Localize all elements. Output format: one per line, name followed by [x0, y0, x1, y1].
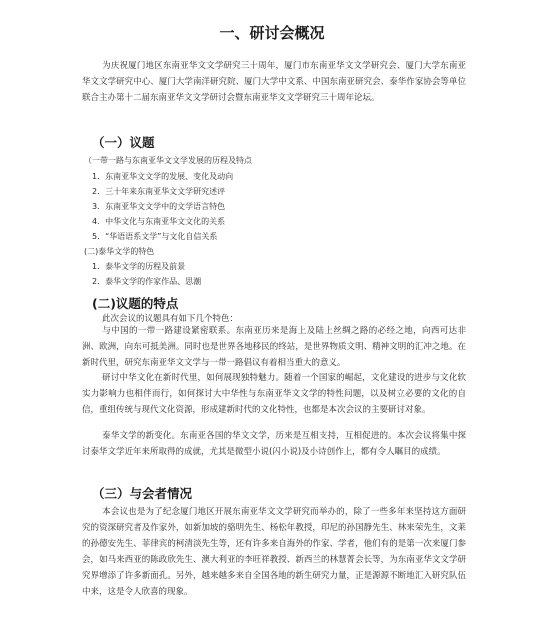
attendees-paragraph — [82, 504, 466, 600]
features-p1-text: 与中国的一带一路建设紧密联系。东南亚历来是海上及陆上丝绸之路的必经之地，向西可达非洲、欧洲，向东可抵美洲。同时也是世界各地移民的终站，是世界物质文明、精神文明的汇冲之地。在新时代里，研究东南亚华文文学与一带一路倡议有着相当重大的意义。 — [82, 326, 466, 368]
section-heading-attendees: （三）与会者情况 — [92, 486, 193, 501]
page-title: 一、研讨会概况 — [219, 24, 325, 42]
topic-group-title: （一带一路与东南亚华文文学发展的历程及特点 — [84, 156, 252, 165]
features-p3-text: 泰华文学的新变化。东南亚各国的华文文学，历来是互相支持，互相促进的。本次会议将集中探讨泰华文学近年来所取得的成就，尤其是微型小说(闪小说)及小诗创作上，都有令人瞩目的成绩。 — [82, 431, 466, 457]
topic-item: 1．泰华文学的历程及前景 — [92, 262, 186, 271]
intro-paragraph — [82, 58, 466, 106]
attendees-text: 本会议也是为了纪念厦门地区开展东南亚华文文学研究而举办的，除了一些多年来坚持这方面研究的资深研究者及作家外，如新加坡的骆明先生、杨松年教授，印尼的孙国静先生、林来荣先生，文莱的孙德安先生、菲律宾的柯清淡先生等，还有许多来自海外的作家、学者，他们有的是第一次来厦门参会，如马来西亚的陈政欣先生、澳大利亚的李旺祥教授、新西兰的林慧菁会长等，为东南亚华文文学研究界增添了许多新面孔。另外，越来越多来自全国各地的新生研究力量，正是源源不断地汇入研究队伍中来，这是令人欣喜的现象。 — [82, 507, 466, 597]
features-paragraph-2 — [82, 370, 466, 418]
section-heading-features: (二)议题的特点 — [92, 296, 179, 311]
intro-text: 为庆祝厦门地区东南亚华文文学研究三十周年，厦门市东南亚华文文学研究会、厦门大学东南亚华文文学研究中心、厦门大学南洋研究院、厦门大学中文系、中国东南亚研究会、泰华作家协会等单位联合主办第十二届东南亚华文文学研讨会暨东南亚华文文学研究三十周年论坛。 — [82, 61, 466, 103]
topic-item: 2．泰华文学的作家作品、思潮 — [92, 277, 202, 286]
section-heading-topics: （一）议题 — [92, 135, 155, 150]
features-paragraph-1 — [82, 323, 466, 371]
features-paragraph-3 — [82, 428, 466, 460]
topic-item: 3．东南亚华文文学中的文学语言特色 — [92, 202, 226, 211]
topic-item: 1．东南亚华文文学的发展、变化及动向 — [92, 172, 234, 181]
features-lead-text: 此次会议的议题具有如下几个特色： — [102, 314, 239, 324]
features-p2-text: 研讨中华文化在新时代里，如何展现独特魅力。随着一个国家的崛起，文化建设的进步与文化软实力影响力也相伴而行，如何探讨大中华性与东南亚华文文学的特性问题，以及树立必要的文化的自信，重组传统与现代文化资源，形成建新时代的文化特性，也都是本次会议的主要研讨对象。 — [82, 373, 466, 415]
topic-item: 5．“华语语系文学”与文化自信关系 — [92, 232, 218, 241]
topic-item: 2．三十年来东南亚华文文学研究述评 — [92, 187, 226, 196]
topic-group-title: (二)泰华文学的特色 — [84, 247, 155, 256]
topic-item: 4．中华文化与东南亚华文文化的关系 — [92, 217, 226, 226]
